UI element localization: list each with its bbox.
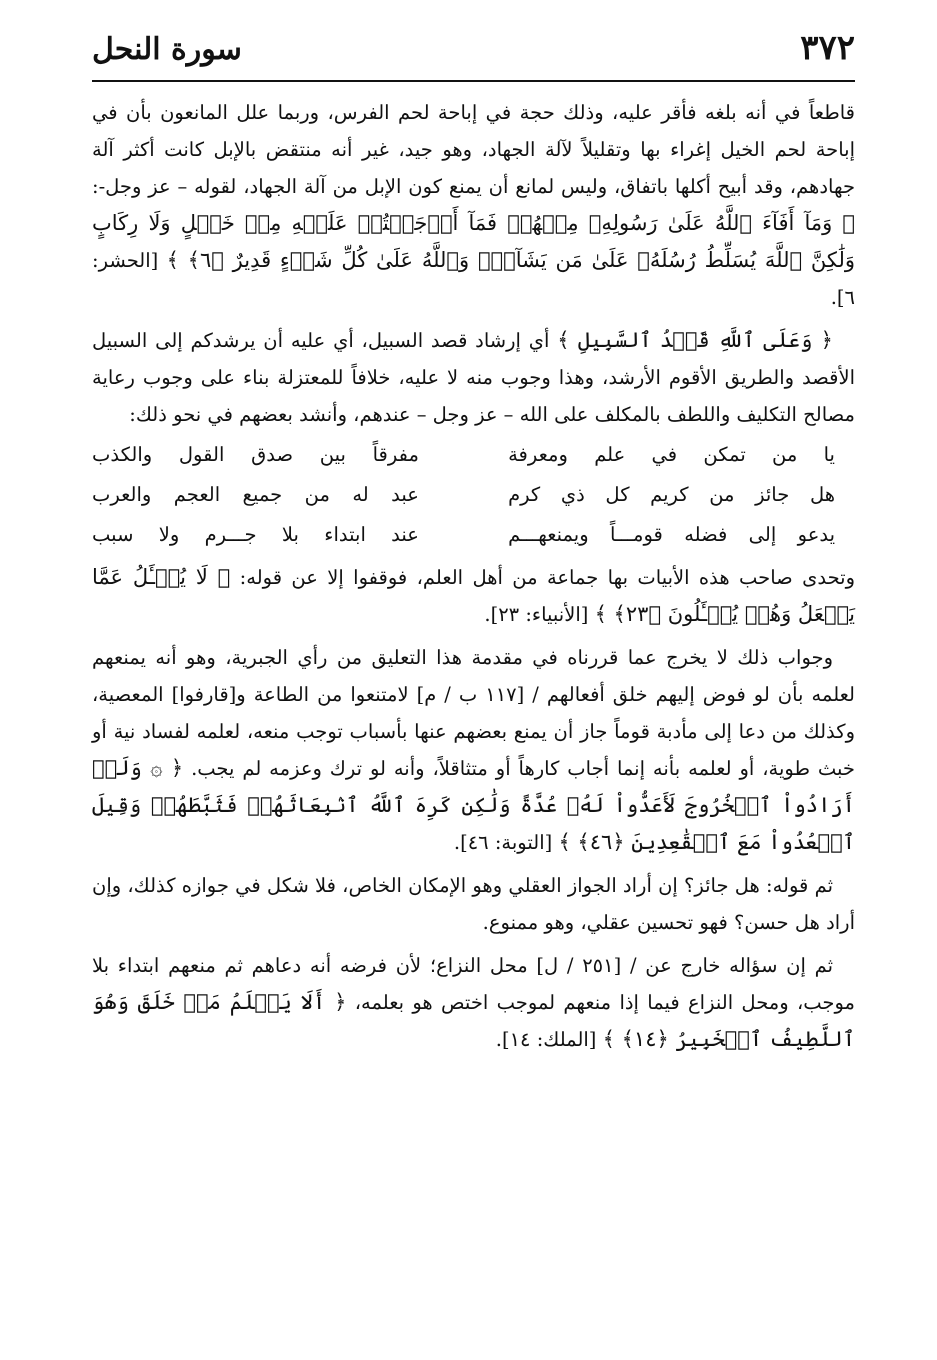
poem-hemistich-left: مفرقاً بين صدق القول والكذب: [92, 443, 419, 466]
verse-reference-tawba: [التوبة: ٤٦].: [453, 831, 559, 854]
paragraph-1: [92, 94, 855, 316]
paragraph-1-text: قاطعاً في أنه بلغه فأقر عليه، وذلك حجة في إباحة لحم الفرس، وربما علل المانعون بأن في إباحة لحم الخيل إغراء بها وتقليلاً لآلة الجهاد، وهو جيد، غير أنه منتقض بالإبل كانت أكثر آلة جهادهم، وقد أبيح أكلها باتفاق، وليس لمانع أن يمنع كون الإبل من آلة الجهاد، لقوله – عز وجل-:: [92, 101, 855, 198]
verse-reference-hashr: [الحشر: ٦].: [92, 249, 855, 309]
poem-verse: [92, 435, 855, 475]
quran-verse-tawba: ﴿ ۞ وَلَوۡ أَرَادُواْ ٱلۡخُرُوجَ لَأَعَدُّواْ لَهُۥ عُدَّةً وَلَٰكِن كَرِهَ ٱللَّهُ ٱنۢبِعَاثَهُمۡ فَثَبَّطَهُمۡ وَقِيلَ ٱقۡعُدُواْ مَعَ ٱلۡقَٰعِدِينَ ﴿٤٦﴾ ﴾: [92, 756, 855, 854]
paragraph-4-text: وجواب ذلك لا يخرج عما قررناه في مقدمة هذا التعليق من رأي الجبرية، وهو أنه يمنعهم لعلمه بأن لو فوض إليهم خلق أفعالهم / [١١٧ ب / م] لامتنعوا من الطاعة و[قارفوا] المعصية، وكذلك من دعا إلى مأدبة قوماً جاز أن يمنع بعضهم عنها بأسباب توجب منعه، لعلمه لفساد نية أو خبث طوية، أو لعلمه بأنه إنما أجاب كارهاً أو متثاقلاً، وأنه لو ترك وعزمه لم يجب.: [92, 646, 855, 780]
poem-verse: [92, 515, 855, 555]
quran-verse-hashr: ﴿ وَمَآ أَفَآءَ ٱللَّهُ عَلَىٰ رَسُولِهِۦ مِنۡهُمۡ فَمَآ أَوۡجَفۡتُمۡ عَلَيۡهِ مِنۡ خَيۡلٍ وَلَا رِكَابٍ وَلَٰكِنَّ ٱللَّهَ يُسَلِّطُ رُسُلَهُۥ عَلَىٰ مَن يَشَآءُۚ وَٱللَّهُ عَلَىٰ كُلِّ شَيۡءٍ قَدِيرٌ ﴿٦﴾ ﴾: [92, 211, 855, 272]
paragraph-6: [92, 947, 855, 1058]
poem: [92, 435, 855, 555]
paragraph-6-text: ثم إن سؤاله خارج عن / [٢٥١ / ل] محل النزاع؛ لأن فرضه أنه دعاهم ثم منعهم ابتداء بلا موجب، ومحل النزاع فيما إذا منعهم لموجب اختص هو بعلمه،: [92, 954, 855, 1014]
quran-verse-anbiya: ﴿ لَا يُسۡـَٔلُ عَمَّا يَفۡعَلُ وَهُمۡ يُسۡـَٔلُونَ ﴿٢٣﴾ ﴾: [92, 565, 855, 626]
surah-title: سورة النحل: [92, 32, 242, 67]
poem-hemistich-right: يا من تمكن في علم ومعرفة: [508, 443, 835, 466]
quran-verse-nahl: ﴿ وَعَلَى ٱللَّهِ قَصۡدُ ٱلسَّبِيلِ ﴾: [557, 328, 833, 352]
paragraph-2-text: أي إرشاد قصد السبيل، أي عليه أن يرشدكم إلى السبيل الأقصد والطريق الأقوم الأرشد، وهذا وجوب منه لا عليه، خلافاً للمعتزلة بناء على وجوب رعاية مصالح التكليف واللطف بالمكلف على الله – عز وجل – عندهم، وأنشد بعضهم في نحو ذلك:: [92, 329, 855, 426]
hemistich-gap: [419, 515, 508, 555]
poem-hemistich-left: عبد له من جميع العجم والعرب: [92, 483, 419, 506]
quran-verse-mulk: ﴿ أَلَا يَعۡلَمُ مَنۡ خَلَقَ وَهُوَ ٱللَّطِيفُ ٱلۡخَبِيرُ ﴿١٤﴾ ﴾: [92, 990, 855, 1051]
page-number: ٣٧٢: [800, 28, 855, 68]
poem-hemistich-right: هل جائز من كريم كل ذي كرم: [508, 483, 835, 506]
paragraph-4: [92, 639, 855, 861]
poem-hemistich-right: يدعو إلى فضله قومـــاً ويمنعهـــم: [508, 523, 835, 546]
page-header: [92, 0, 855, 82]
page-body: [92, 82, 855, 1058]
verse-reference-anbiya: [الأنبياء: ٢٣].: [484, 603, 595, 626]
hemistich-gap: [419, 475, 508, 515]
hemistich-gap: [419, 435, 508, 475]
paragraph-2: [92, 322, 855, 433]
header-divider: [92, 80, 855, 82]
paragraph-5-text: ثم قوله: هل جائز؟ إن أراد الجواز العقلي وهو الإمكان الخاص، فلا شكل في جوازه كذلك، وإن أراد هل حسن؟ فهو تحسين عقلي، وهو ممنوع.: [92, 874, 855, 934]
paragraph-3: [92, 559, 855, 633]
poem-verse: [92, 475, 855, 515]
paragraph-5: [92, 867, 855, 941]
verse-reference-mulk: [الملك: ١٤].: [495, 1028, 603, 1051]
poem-hemistich-left: عند ابتداء بلا جـــرم ولا سبب: [92, 523, 419, 546]
paragraph-3-text: وتحدى صاحب هذه الأبيات بها جماعة من أهل العلم، فوقفوا إلا عن قوله:: [230, 566, 856, 589]
